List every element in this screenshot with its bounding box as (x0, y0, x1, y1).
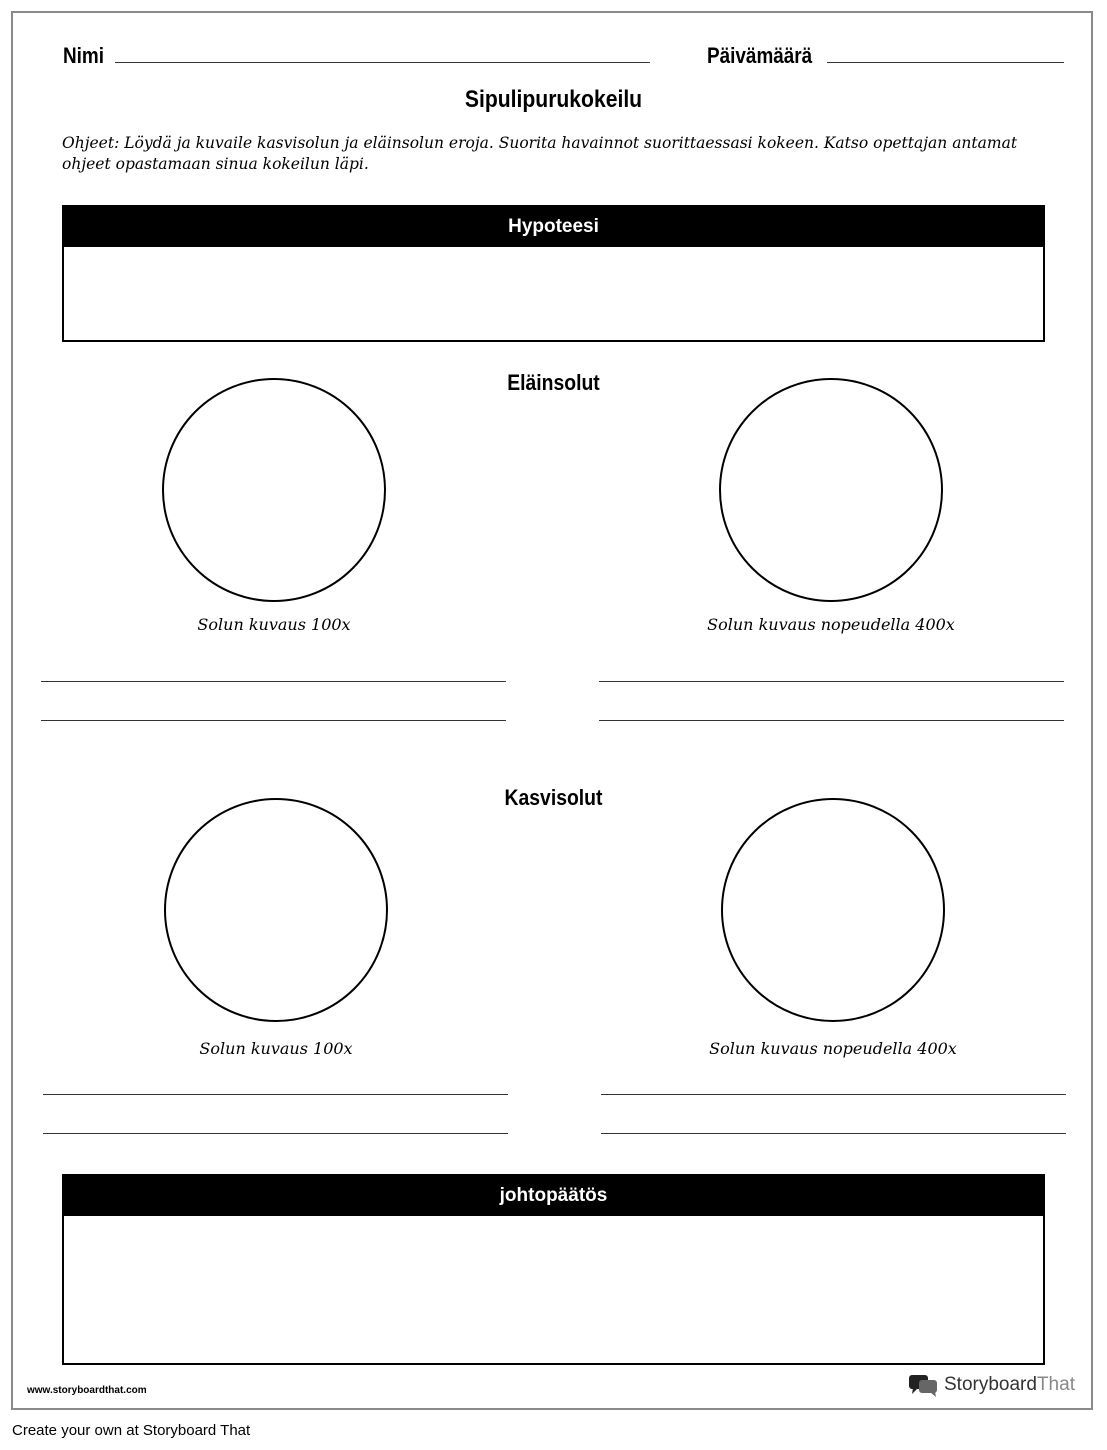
animal-cells-heading: Eläinsolut (507, 370, 600, 395)
animal-answer-line[interactable] (41, 720, 506, 721)
conclusion-heading: johtopäätös (64, 1176, 1043, 1216)
plant-answer-line[interactable] (601, 1094, 1066, 1095)
plant-answer-line[interactable] (43, 1094, 508, 1095)
page-title: Sipulipurukokeilu (464, 86, 643, 113)
plant-answer-line[interactable] (43, 1133, 508, 1134)
date-label: Päivämäärä (707, 43, 813, 68)
conclusion-box (62, 1174, 1045, 1365)
hypothesis-answer-area[interactable] (64, 247, 1043, 340)
animal-caption-100x: Solun kuvaus 100x (197, 615, 351, 634)
plant-cells-heading: Kasvisolut (504, 785, 603, 810)
plant-answer-line[interactable] (601, 1133, 1066, 1134)
conclusion-answer-area[interactable] (64, 1216, 1043, 1363)
hypothesis-heading: Hypoteesi (64, 207, 1043, 247)
logo-text-main: Storyboard (944, 1374, 1037, 1395)
name-label: Nimi (63, 43, 105, 68)
animal-cell-100x-circle[interactable] (162, 378, 386, 602)
animal-answer-line[interactable] (599, 681, 1064, 682)
create-your-own-link[interactable]: Create your own at Storyboard That (12, 1422, 251, 1439)
instructions-text: Ohjeet: Löydä ja kuvaile kasvisolun ja eläinsolun eroja. Suorita havainnot suorittaessasi kokeen. Katso opettajan antamat ohjeet opastamaan sinua kokeilun läpi. (62, 134, 1018, 173)
storyboardthat-logo[interactable] (908, 1372, 1075, 1398)
animal-cell-400x-circle[interactable] (719, 378, 943, 602)
hypothesis-box (62, 205, 1045, 342)
speech-bubbles-icon (908, 1372, 938, 1398)
date-line[interactable] (827, 62, 1064, 63)
plant-cell-100x-circle[interactable] (164, 798, 388, 1022)
plant-cell-400x-circle[interactable] (721, 798, 945, 1022)
name-line[interactable] (115, 62, 650, 63)
animal-answer-line[interactable] (599, 720, 1064, 721)
animal-caption-400x: Solun kuvaus nopeudella 400x (707, 615, 955, 634)
animal-answer-line[interactable] (41, 681, 506, 682)
plant-caption-100x: Solun kuvaus 100x (199, 1039, 353, 1058)
plant-caption-400x: Solun kuvaus nopeudella 400x (709, 1039, 957, 1058)
logo-text-accent: That (1036, 1374, 1075, 1395)
footer-url[interactable]: www.storyboardthat.com (27, 1385, 147, 1396)
